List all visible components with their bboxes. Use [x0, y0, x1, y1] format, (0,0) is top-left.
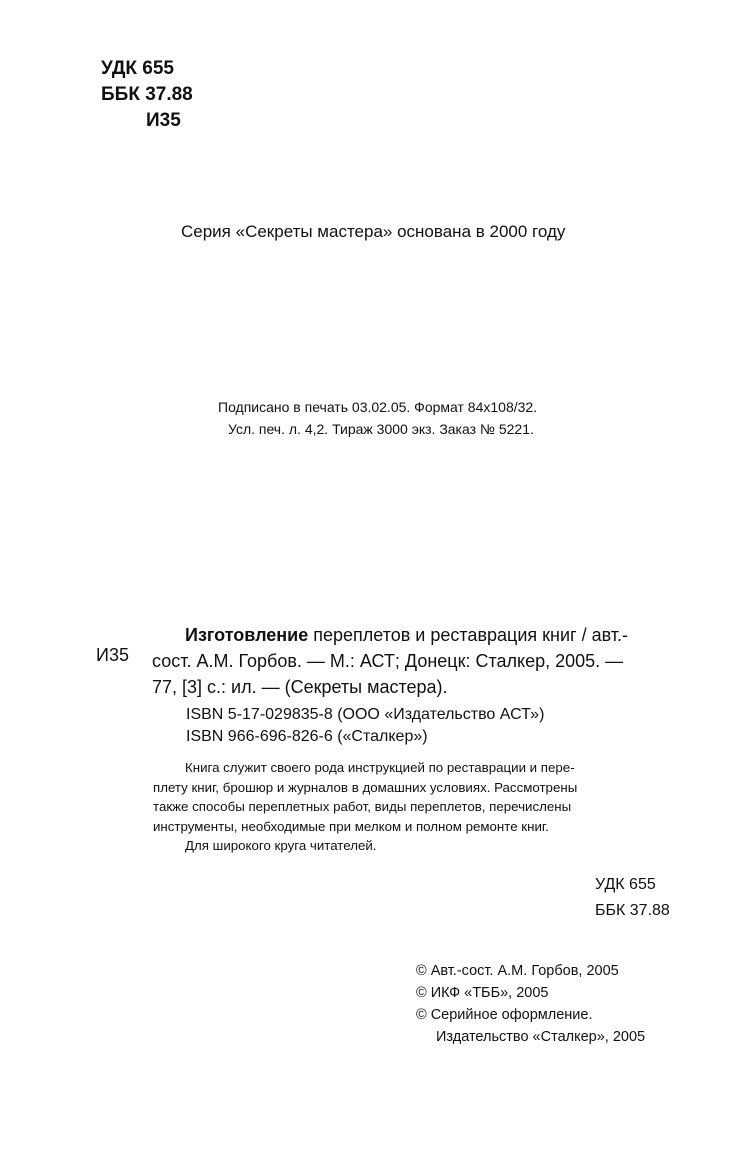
abstract-line-2: плету книг, брошюр и журналов в домашних условиях. Рассмотрены: [153, 779, 578, 795]
abstract-line-1: Книга служит своего рода инструкцией по реставрации и пере-: [185, 760, 575, 775]
udk-code-bottom: УДК 655: [595, 876, 656, 893]
classification-top: [101, 56, 193, 134]
abstract-line-4: инструменты, необходимые при мелком и полном ремонте книг.: [153, 818, 549, 834]
copyright-publisher: Издательство «Сталкер», 2005: [436, 1029, 646, 1045]
bbk-code-bottom: ББК 37.88: [595, 902, 670, 919]
bbk-code: ББК 37.88: [101, 84, 193, 105]
abstract-line-3: также способы переплетных работ, виды переплетов, перечислены: [153, 799, 572, 814]
biblio-line-3: 77, [3] с.: ил. — (Секреты мастера).: [152, 677, 448, 697]
copyright-block: [416, 960, 645, 1048]
author-sign: И35: [146, 110, 181, 131]
udk-code: УДК 655: [101, 58, 174, 79]
isbn-ast: ISBN 5-17-029835-8 (ООО «Издательство АСТ»): [186, 706, 545, 723]
audience-note: Для широкого круга читателей.: [185, 838, 377, 853]
biblio-line-2: сост. А.М. Горбов. — М.: АСТ; Донецк: Сталкер, 2005. —: [152, 651, 624, 671]
copyright-tbb: © ИКФ «ТББ», 2005: [416, 985, 549, 1001]
biblio-description: [152, 622, 628, 700]
biblio-author-sign: И35: [96, 645, 129, 665]
biblio-line-1: [152, 622, 628, 648]
copyright-series-design: © Серийное оформление.: [416, 1007, 593, 1023]
biblio-title-bold: Изготовление: [185, 625, 309, 645]
imprint-line-2: Усл. печ. л. 4,2. Тираж 3000 экз. Заказ № 5221.: [228, 421, 534, 437]
series-note: Серия «Секреты мастера» основана в 2000 году: [181, 222, 566, 241]
isbn-block: [186, 704, 544, 748]
abstract: [153, 758, 685, 856]
imprint-block: [218, 396, 537, 440]
classification-bottom: [595, 872, 670, 924]
imprint-line-1: Подписано в печать 03.02.05. Формат 84x108/32.: [218, 399, 538, 415]
copyright-author: © Авт.-сост. А.М. Горбов, 2005: [416, 963, 619, 979]
biblio-title-rest: переплетов и реставрация книг / авт.-: [308, 625, 628, 645]
isbn-stalker: ISBN 966-696-826-6 («Сталкер»): [186, 728, 428, 745]
